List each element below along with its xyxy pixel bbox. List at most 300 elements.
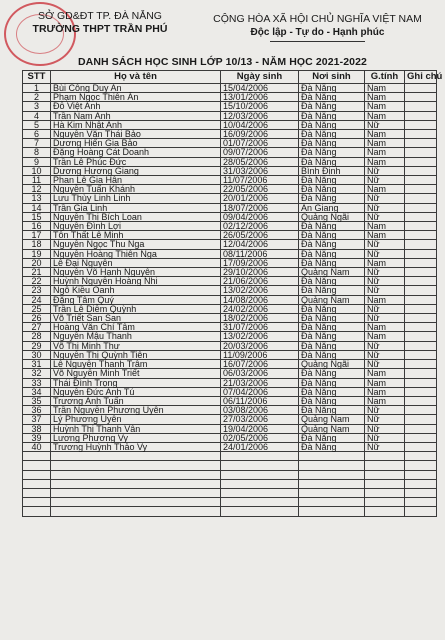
cell-gender: Nữ	[365, 203, 405, 212]
empty-cell	[299, 488, 365, 497]
cell-note	[405, 222, 437, 231]
empty-cell	[299, 498, 365, 507]
cell-name: Dương Hương Giang	[51, 166, 221, 175]
cell-birthplace: Bình Định	[299, 166, 365, 175]
cell-dob: 07/04/2006	[221, 387, 299, 396]
motto-underline	[270, 41, 365, 42]
cell-stt: 18	[23, 240, 51, 249]
cell-note	[405, 350, 437, 359]
empty-cell	[405, 461, 437, 470]
cell-dob: 01/07/2006	[221, 139, 299, 148]
cell-name: Huỳnh Thị Thanh Vân	[51, 424, 221, 433]
cell-gender: Nam	[365, 102, 405, 111]
cell-note	[405, 406, 437, 415]
cell-note	[405, 130, 437, 139]
empty-cell	[221, 479, 299, 488]
cell-note	[405, 295, 437, 304]
cell-gender: Nữ	[365, 166, 405, 175]
cell-gender: Nam	[365, 130, 405, 139]
cell-name: Lương Phương Vy	[51, 433, 221, 442]
cell-dob: 09/07/2006	[221, 148, 299, 157]
table-row	[23, 295, 437, 304]
cell-gender: Nam	[365, 231, 405, 240]
cell-name: Trần Nam Anh	[51, 111, 221, 120]
cell-note	[405, 286, 437, 295]
cell-note	[405, 268, 437, 277]
cell-dob: 12/03/2006	[221, 111, 299, 120]
cell-name: Võ Thị Minh Thư	[51, 341, 221, 350]
cell-note	[405, 166, 437, 175]
table-row	[23, 332, 437, 341]
cell-note	[405, 185, 437, 194]
cell-dob: 13/02/2006	[221, 332, 299, 341]
table-row	[23, 111, 437, 120]
cell-stt: 3	[23, 102, 51, 111]
cell-name: Lý Phương Uyên	[51, 415, 221, 424]
cell-birthplace: Đà Nẵng	[299, 396, 365, 405]
table-row	[23, 240, 437, 249]
cell-stt: 13	[23, 194, 51, 203]
cell-birthplace: Đà Nẵng	[299, 176, 365, 185]
cell-dob: 21/06/2006	[221, 277, 299, 286]
empty-cell	[405, 507, 437, 516]
cell-note	[405, 203, 437, 212]
cell-name: Ngô Kiều Oanh	[51, 286, 221, 295]
department-name: SỞ GD&ĐT TP. ĐÀ NẴNG	[38, 10, 162, 22]
empty-cell	[365, 479, 405, 488]
cell-note	[405, 396, 437, 405]
student-table	[22, 70, 443, 517]
cell-dob: 15/10/2006	[221, 102, 299, 111]
cell-birthplace: Đà Nẵng	[299, 387, 365, 396]
cell-birthplace: Đà Nẵng	[299, 286, 365, 295]
country-name: CỘNG HÒA XÃ HỘI CHỦ NGHĨA VIỆT NAM	[213, 13, 422, 25]
cell-birthplace: Đà Nẵng	[299, 332, 365, 341]
cell-gender: Nam	[365, 157, 405, 166]
cell-gender: Nữ	[365, 424, 405, 433]
cell-name: Đặng Hoàng Cát Doanh	[51, 148, 221, 157]
cell-birthplace: Đà Nẵng	[299, 93, 365, 102]
cell-birthplace: Đà Nẵng	[299, 194, 365, 203]
cell-note	[405, 231, 437, 240]
empty-cell	[221, 470, 299, 479]
empty-cell	[365, 498, 405, 507]
empty-cell	[365, 470, 405, 479]
cell-stt: 6	[23, 130, 51, 139]
cell-stt: 5	[23, 120, 51, 129]
cell-gender: Nam	[365, 139, 405, 148]
cell-gender: Nữ	[365, 194, 405, 203]
empty-table-row	[23, 479, 437, 488]
cell-name: Nguyễn Hoàng Thiên Nga	[51, 249, 221, 258]
cell-name: Đỗ Việt Anh	[51, 102, 221, 111]
cell-name: Nguyễn Võ Hạnh Nguyên	[51, 268, 221, 277]
cell-stt: 32	[23, 369, 51, 378]
empty-table-row	[23, 461, 437, 470]
cell-note	[405, 258, 437, 267]
cell-birthplace: Đà Nẵng	[299, 350, 365, 359]
table-row	[23, 341, 437, 350]
cell-note	[405, 369, 437, 378]
cell-birthplace: Đà Nẵng	[299, 157, 365, 166]
cell-birthplace: Đà Nẵng	[299, 120, 365, 129]
empty-cell	[221, 498, 299, 507]
empty-cell	[51, 507, 221, 516]
cell-birthplace: Đà Nẵng	[299, 102, 365, 111]
cell-stt: 10	[23, 166, 51, 175]
table-header-row	[23, 71, 437, 84]
cell-gender: Nữ	[365, 406, 405, 415]
table-row	[23, 378, 437, 387]
cell-dob: 22/05/2006	[221, 185, 299, 194]
cell-gender: Nam	[365, 332, 405, 341]
cell-dob: 24/01/2006	[221, 442, 299, 451]
cell-gender: Nam	[365, 258, 405, 267]
cell-note	[405, 148, 437, 157]
cell-note	[405, 360, 437, 369]
cell-dob: 13/02/2006	[221, 286, 299, 295]
empty-cell	[51, 498, 221, 507]
cell-stt: 23	[23, 286, 51, 295]
cell-dob: 11/09/2006	[221, 350, 299, 359]
table-body	[23, 84, 437, 517]
cell-stt: 20	[23, 258, 51, 267]
cell-dob: 24/02/2006	[221, 304, 299, 313]
cell-name: Đặng Tâm Quý	[51, 295, 221, 304]
cell-gender: Nữ	[365, 249, 405, 258]
cell-dob: 06/11/2006	[221, 396, 299, 405]
cell-gender: Nam	[365, 148, 405, 157]
cell-stt: 33	[23, 378, 51, 387]
cell-gender: Nữ	[365, 442, 405, 451]
school-block	[30, 10, 170, 36]
table-row	[23, 102, 437, 111]
cell-note	[405, 433, 437, 442]
cell-gender: Nữ	[365, 314, 405, 323]
cell-birthplace: Đà Nẵng	[299, 433, 365, 442]
cell-stt: 27	[23, 323, 51, 332]
cell-note	[405, 120, 437, 129]
cell-dob: 31/03/2006	[221, 166, 299, 175]
empty-table-row	[23, 488, 437, 497]
cell-name: Trần Nguyễn Phương Uyên	[51, 406, 221, 415]
cell-note	[405, 415, 437, 424]
cell-birthplace: Quảng Ngãi	[299, 360, 365, 369]
table-row	[23, 369, 437, 378]
cell-stt: 26	[23, 314, 51, 323]
cell-note	[405, 424, 437, 433]
cell-birthplace: Đà Nẵng	[299, 369, 365, 378]
cell-birthplace: Đà Nẵng	[299, 304, 365, 313]
cell-name: Phạm Ngọc Thiên Ân	[51, 93, 221, 102]
empty-cell	[221, 452, 299, 461]
cell-name: Nguyễn Thị Quỳnh Tiên	[51, 350, 221, 359]
cell-note	[405, 240, 437, 249]
cell-birthplace: Đà Nẵng	[299, 323, 365, 332]
cell-stt: 34	[23, 387, 51, 396]
cell-gender: Nam	[365, 369, 405, 378]
cell-dob: 08/11/2006	[221, 249, 299, 258]
cell-stt: 24	[23, 295, 51, 304]
cell-gender: Nam	[365, 295, 405, 304]
cell-dob: 28/05/2006	[221, 157, 299, 166]
cell-gender: Nữ	[365, 212, 405, 221]
cell-stt: 9	[23, 157, 51, 166]
cell-stt: 37	[23, 415, 51, 424]
cell-name: Dương Hiển Gia Bảo	[51, 139, 221, 148]
cell-name: Nguyễn Văn Thái Bảo	[51, 130, 221, 139]
cell-birthplace: Đà Nẵng	[299, 185, 365, 194]
cell-name: Hà Kim Nhật Anh	[51, 120, 221, 129]
cell-stt: 29	[23, 341, 51, 350]
empty-cell	[365, 452, 405, 461]
cell-stt: 22	[23, 277, 51, 286]
cell-gender: Nam	[365, 387, 405, 396]
column-header-gender: G.tính	[365, 71, 405, 84]
empty-cell	[299, 452, 365, 461]
cell-dob: 14/08/2006	[221, 295, 299, 304]
document-title: DANH SÁCH HỌC SINH LỚP 10/13 - NĂM HỌC 2021-2022	[78, 56, 367, 68]
cell-stt: 15	[23, 212, 51, 221]
cell-stt: 2	[23, 93, 51, 102]
cell-name: Trương Huỳnh Thảo Vy	[51, 442, 221, 451]
table-row	[23, 148, 437, 157]
cell-name: Võ Nguyễn Minh Triết	[51, 369, 221, 378]
empty-cell	[299, 479, 365, 488]
cell-note	[405, 102, 437, 111]
cell-dob: 29/10/2006	[221, 268, 299, 277]
cell-gender: Nữ	[365, 341, 405, 350]
cell-stt: 25	[23, 304, 51, 313]
empty-cell	[221, 507, 299, 516]
cell-stt: 36	[23, 406, 51, 415]
cell-gender: Nữ	[365, 286, 405, 295]
cell-name: Trương Anh Tuấn	[51, 396, 221, 405]
cell-dob: 21/03/2006	[221, 378, 299, 387]
cell-stt: 14	[23, 203, 51, 212]
table-row	[23, 424, 437, 433]
cell-gender: Nam	[365, 222, 405, 231]
cell-dob: 02/05/2006	[221, 433, 299, 442]
cell-stt: 17	[23, 231, 51, 240]
cell-birthplace: An Giang	[299, 203, 365, 212]
school-name: TRƯỜNG THPT TRẦN PHÚ	[32, 23, 168, 35]
cell-stt: 16	[23, 222, 51, 231]
cell-name: Lưu Thùy Linh Linh	[51, 194, 221, 203]
cell-stt: 28	[23, 332, 51, 341]
empty-table-row	[23, 498, 437, 507]
cell-dob: 02/12/2006	[221, 222, 299, 231]
cell-name: Trần Lê Diễm Quỳnh	[51, 304, 221, 313]
empty-table-row	[23, 507, 437, 516]
cell-gender: Nữ	[365, 240, 405, 249]
cell-dob: 13/01/2006	[221, 93, 299, 102]
cell-name: Trần Lê Phúc Đức	[51, 157, 221, 166]
cell-name: Nguyễn Tuấn Khánh	[51, 185, 221, 194]
cell-note	[405, 332, 437, 341]
cell-name: Trần Gia Linh	[51, 203, 221, 212]
cell-name: Bùi Công Duy An	[51, 84, 221, 93]
cell-birthplace: Đà Nẵng	[299, 111, 365, 120]
table-row	[23, 249, 437, 258]
cell-gender: Nữ	[365, 415, 405, 424]
empty-cell	[23, 461, 51, 470]
cell-name: Nguyễn Đình Lợi	[51, 222, 221, 231]
cell-birthplace: Đà Nẵng	[299, 442, 365, 451]
cell-note	[405, 84, 437, 93]
cell-gender: Nữ	[365, 304, 405, 313]
column-header-note: Ghi chú	[405, 71, 437, 84]
cell-dob: 18/07/2006	[221, 203, 299, 212]
cell-dob: 20/03/2006	[221, 341, 299, 350]
cell-dob: 16/07/2006	[221, 360, 299, 369]
cell-dob: 26/05/2006	[221, 231, 299, 240]
column-header-birthplace: Nơi sinh	[299, 71, 365, 84]
empty-cell	[51, 452, 221, 461]
empty-cell	[299, 507, 365, 516]
cell-name: Lê Nguyễn Thanh Trâm	[51, 360, 221, 369]
cell-dob: 09/04/2006	[221, 212, 299, 221]
empty-cell	[299, 461, 365, 470]
cell-gender: Nam	[365, 185, 405, 194]
cell-birthplace: Đà Nẵng	[299, 258, 365, 267]
cell-gender: Nữ	[365, 176, 405, 185]
column-header-dob: Ngày sinh	[221, 71, 299, 84]
cell-birthplace: Quảng Nam	[299, 268, 365, 277]
cell-gender: Nữ	[365, 120, 405, 129]
national-motto: Độc lập - Tự do - Hạnh phúc	[250, 27, 385, 38]
cell-name: Hoàng Văn Chí Tâm	[51, 323, 221, 332]
cell-note	[405, 176, 437, 185]
cell-birthplace: Đà Nẵng	[299, 406, 365, 415]
empty-cell	[365, 507, 405, 516]
cell-note	[405, 157, 437, 166]
cell-birthplace: Đà Nẵng	[299, 314, 365, 323]
cell-name: Tôn Thất Lê Minh	[51, 231, 221, 240]
cell-name: Nguyễn Thị Bích Loan	[51, 212, 221, 221]
cell-gender: Nữ	[365, 268, 405, 277]
cell-birthplace: Đà Nẵng	[299, 139, 365, 148]
cell-stt: 1	[23, 84, 51, 93]
cell-stt: 19	[23, 249, 51, 258]
cell-dob: 17/09/2006	[221, 258, 299, 267]
cell-dob: 10/04/2006	[221, 120, 299, 129]
cell-gender: Nam	[365, 396, 405, 405]
cell-birthplace: Quảng Nam	[299, 424, 365, 433]
national-header	[195, 12, 440, 42]
cell-birthplace: Quảng Ngãi	[299, 212, 365, 221]
table-row	[23, 286, 437, 295]
empty-cell	[365, 461, 405, 470]
empty-cell	[23, 470, 51, 479]
cell-stt: 40	[23, 442, 51, 451]
cell-dob: 12/04/2006	[221, 240, 299, 249]
cell-dob: 03/08/2006	[221, 406, 299, 415]
cell-name: Huỳnh Nguyễn Hoàng Nhi	[51, 277, 221, 286]
cell-note	[405, 249, 437, 258]
cell-note	[405, 111, 437, 120]
cell-stt: 8	[23, 148, 51, 157]
empty-cell	[51, 479, 221, 488]
cell-name: Thái Đình Trọng	[51, 378, 221, 387]
cell-note	[405, 139, 437, 148]
cell-birthplace: Đà Nẵng	[299, 277, 365, 286]
table-row	[23, 415, 437, 424]
column-header-name: Họ và tên	[51, 71, 221, 84]
cell-note	[405, 314, 437, 323]
cell-stt: 12	[23, 185, 51, 194]
cell-name: Lê Đại Nguyên	[51, 258, 221, 267]
cell-stt: 39	[23, 433, 51, 442]
column-header-stt: STT	[23, 71, 51, 84]
cell-birthplace: Đà Nẵng	[299, 240, 365, 249]
cell-stt: 7	[23, 139, 51, 148]
cell-dob: 19/04/2006	[221, 424, 299, 433]
cell-note	[405, 194, 437, 203]
cell-note	[405, 212, 437, 221]
cell-note	[405, 93, 437, 102]
cell-birthplace: Đà Nẵng	[299, 130, 365, 139]
cell-birthplace: Quảng Nam	[299, 415, 365, 424]
cell-gender: Nữ	[365, 277, 405, 286]
table-row	[23, 203, 437, 212]
cell-note	[405, 341, 437, 350]
empty-cell	[299, 470, 365, 479]
cell-gender: Nữ	[365, 360, 405, 369]
cell-stt: 31	[23, 360, 51, 369]
cell-stt: 11	[23, 176, 51, 185]
cell-gender: Nam	[365, 93, 405, 102]
cell-stt: 4	[23, 111, 51, 120]
cell-dob: 15/04/2006	[221, 84, 299, 93]
table-row	[23, 442, 437, 451]
cell-stt: 35	[23, 396, 51, 405]
cell-dob: 16/09/2006	[221, 130, 299, 139]
cell-stt: 30	[23, 350, 51, 359]
cell-birthplace: Quảng Nam	[299, 295, 365, 304]
cell-birthplace: Đà Nẵng	[299, 378, 365, 387]
empty-cell	[221, 461, 299, 470]
cell-note	[405, 277, 437, 286]
cell-gender: Nam	[365, 323, 405, 332]
cell-name: Phan Lê Gia Hân	[51, 176, 221, 185]
cell-gender: Nam	[365, 111, 405, 120]
cell-gender: Nam	[365, 378, 405, 387]
cell-dob: 20/01/2006	[221, 194, 299, 203]
table-row	[23, 157, 437, 166]
cell-dob: 06/03/2006	[221, 369, 299, 378]
cell-dob: 31/07/2006	[221, 323, 299, 332]
cell-birthplace: Đà Nẵng	[299, 148, 365, 157]
cell-birthplace: Đà Nẵng	[299, 231, 365, 240]
cell-birthplace: Đà Nẵng	[299, 84, 365, 93]
cell-dob: 18/02/2006	[221, 314, 299, 323]
cell-dob: 27/03/2006	[221, 415, 299, 424]
cell-note	[405, 304, 437, 313]
cell-note	[405, 387, 437, 396]
empty-cell	[405, 470, 437, 479]
cell-note	[405, 378, 437, 387]
cell-name: Nguyễn Đức Anh Tú	[51, 387, 221, 396]
cell-birthplace: Đà Nẵng	[299, 249, 365, 258]
empty-cell	[51, 488, 221, 497]
cell-note	[405, 323, 437, 332]
empty-table-row	[23, 470, 437, 479]
cell-gender: Nam	[365, 84, 405, 93]
cell-birthplace: Đà Nẵng	[299, 222, 365, 231]
cell-gender: Nữ	[365, 433, 405, 442]
cell-birthplace: Đà Nẵng	[299, 341, 365, 350]
